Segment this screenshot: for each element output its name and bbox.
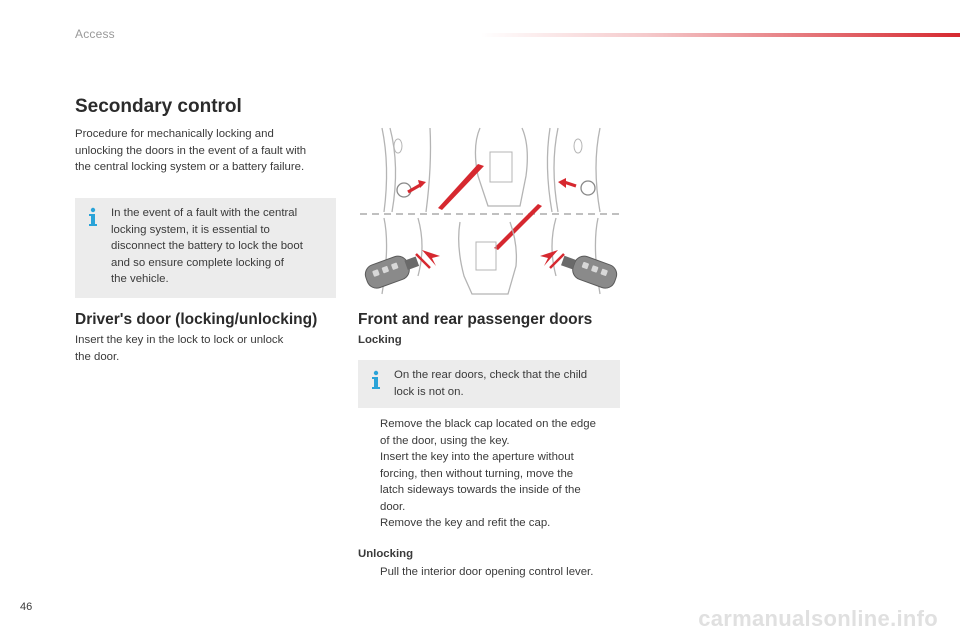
door-edge — [596, 128, 600, 212]
info-line: the vehicle. — [111, 273, 169, 285]
info-text — [394, 367, 614, 400]
unlocking-steps — [358, 564, 623, 581]
key-fob-icon — [363, 250, 422, 291]
list-item — [358, 564, 623, 581]
step-line: Insert the key into the aperture without — [380, 451, 574, 463]
intro-line: Procedure for mechanically locking and — [75, 128, 274, 140]
info-icon — [87, 207, 99, 227]
door-panel — [490, 152, 512, 182]
step-line: latch sideways towards the inside of the — [380, 484, 581, 496]
watermark: carmanualsonline.info — [698, 606, 938, 631]
step-line: forcing, then without turning, move the — [380, 467, 574, 480]
info-line: In the event of a fault with the central — [111, 207, 298, 219]
drivers-door-text — [75, 332, 335, 365]
step-line: door. — [380, 500, 406, 513]
intro-paragraph — [75, 126, 345, 176]
section-title: Access — [75, 27, 115, 41]
list-item — [358, 515, 623, 532]
info-line: disconnect the battery to lock the boot — [111, 240, 303, 252]
door-edge — [552, 218, 556, 276]
lock-cylinder-icon — [581, 181, 595, 195]
info-line: lock is not on. — [394, 385, 464, 398]
info-line: On the rear doors, check that the child — [394, 369, 588, 381]
info-box-child-lock — [358, 360, 620, 408]
door-edge — [390, 128, 396, 212]
arrow-icon — [494, 204, 542, 250]
door-edge — [547, 128, 552, 212]
passenger-doors-heading: Front and rear passenger doors — [358, 311, 593, 328]
page-number: 46 — [20, 601, 33, 613]
door-edge — [382, 128, 387, 212]
drivers-door-heading: Driver's door (locking/unlocking) — [75, 311, 318, 328]
drivers-door-line: Insert the key in the lock to lock or unlock — [75, 334, 284, 346]
page-title: Secondary control — [75, 96, 242, 117]
door-interior — [475, 128, 527, 206]
intro-line: the central locking system or a battery failure. — [75, 161, 305, 173]
list-item — [358, 449, 623, 515]
info-icon — [370, 370, 382, 390]
locking-steps — [358, 416, 623, 532]
unlocking-subheading: Unlocking — [358, 548, 414, 560]
door-interior — [459, 222, 517, 294]
info-line: locking system, it is essential to — [111, 223, 270, 236]
info-line: and so ensure complete locking of — [111, 256, 284, 269]
header-accent-bar — [480, 33, 960, 37]
info-box-battery — [75, 198, 336, 298]
door-lock-illustration — [360, 126, 622, 296]
door-panel — [476, 242, 496, 270]
list-item — [358, 416, 623, 449]
door-edge — [426, 128, 431, 212]
step-line: Pull the interior door opening control lever. — [380, 566, 594, 578]
info-text — [111, 205, 331, 288]
step-line: Remove the key and refit the cap. — [380, 517, 551, 529]
drivers-door-line: the door. — [75, 350, 120, 363]
intro-line: unlocking the doors in the event of a fault with — [75, 144, 307, 157]
latch-outline — [574, 139, 582, 153]
step-line: Remove the black cap located on the edge — [380, 418, 596, 430]
door-edge — [554, 128, 558, 212]
arrow-icon — [438, 164, 484, 210]
key-fob-icon — [559, 249, 620, 291]
step-line: of the door, using the key. — [380, 434, 510, 447]
arrow-icon — [558, 178, 566, 188]
latch-outline — [394, 139, 402, 153]
locking-subheading: Locking — [358, 334, 402, 346]
door-edge — [418, 218, 422, 276]
